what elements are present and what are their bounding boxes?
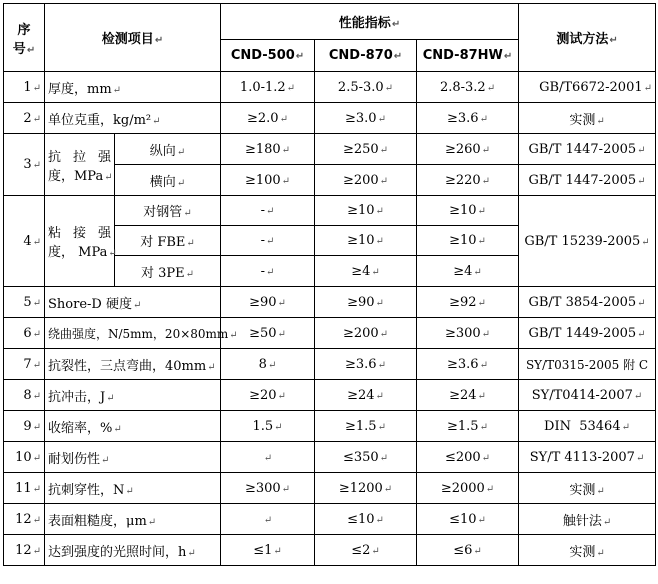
value-cnd87hw: ≥3.6↵ — [417, 103, 519, 134]
value-cnd870: ≥4↵ — [315, 256, 417, 287]
table-row — [4, 535, 656, 566]
value-cnd500: -↵ — [221, 226, 315, 256]
item-cell: 粘 接 强 度， MPa↵ — [45, 196, 115, 287]
value-cnd870: ≥200↵ — [315, 318, 417, 349]
row-number: 9↵ — [4, 411, 45, 442]
value-cnd500: ≥20↵ — [221, 380, 315, 411]
value-cnd87hw: ≥24↵ — [417, 380, 519, 411]
sub-item-label: 对 3PE↵ — [115, 256, 221, 287]
table-row — [4, 134, 656, 165]
value-cnd870: ≥90↵ — [315, 287, 417, 318]
seq-header: 序 号↵ — [4, 4, 45, 72]
row-number: 6↵ — [4, 318, 45, 349]
item-cell: 绕曲强度，N/5mm，20×80mm↵ — [45, 318, 221, 349]
value-cnd500: -↵ — [221, 256, 315, 287]
value-cnd500: ≥50↵ — [221, 318, 315, 349]
row-number: 12↵ — [4, 504, 45, 535]
item-cell: 表面粗糙度，μm↵ — [45, 504, 221, 535]
sub-item-label: 对钢管↵ — [115, 196, 221, 226]
value-cnd870: ≥3.0↵ — [315, 103, 417, 134]
item-cell: 抗冲击，J↵ — [45, 380, 221, 411]
row-number: 4↵ — [4, 196, 45, 287]
value-cnd500: ≥300↵ — [221, 473, 315, 504]
item-cell: 厚度，mm↵ — [45, 72, 221, 103]
table-row — [4, 349, 656, 380]
value-cnd87hw: ≥10↵ — [417, 196, 519, 226]
row-number: 1↵ — [4, 72, 45, 103]
value-cnd500: ↵ — [221, 504, 315, 535]
row-number: 3↵ — [4, 134, 45, 196]
value-cnd500: 1.5↵ — [221, 411, 315, 442]
row-number: 10↵ — [4, 442, 45, 473]
value-cnd870: ≥1.5↵ — [315, 411, 417, 442]
value-cnd870: ≥3.6↵ — [315, 349, 417, 380]
method-cell: GB/T 1447-2005↵ — [519, 165, 656, 196]
method-cell: 实测↵ — [519, 535, 656, 566]
table-row — [4, 318, 656, 349]
sub-item-label: 纵向↵ — [115, 134, 221, 165]
value-cnd87hw: ≤10↵ — [417, 504, 519, 535]
table-row — [4, 504, 656, 535]
value-cnd500: ≤1↵ — [221, 535, 315, 566]
item-header: 检测项目↵ — [45, 4, 221, 72]
value-cnd87hw: ≤200↵ — [417, 442, 519, 473]
row-number: 8↵ — [4, 380, 45, 411]
method-cell: GB/T 3854-2005↵ — [519, 287, 656, 318]
method-cell: GB/T 15239-2005↵ — [519, 196, 656, 287]
value-cnd87hw: ≥220↵ — [417, 165, 519, 196]
row-number: 5↵ — [4, 287, 45, 318]
performance-header: 性能指标↵ — [221, 4, 519, 40]
method-cell: GB/T 1449-2005↵ — [519, 318, 656, 349]
value-cnd870: 2.5-3.0↵ — [315, 72, 417, 103]
table-row — [4, 72, 656, 103]
value-cnd87hw: ≥2000↵ — [417, 473, 519, 504]
table-row — [4, 287, 656, 318]
value-cnd87hw: ≥300↵ — [417, 318, 519, 349]
value-cnd87hw: 2.8-3.2↵ — [417, 72, 519, 103]
value-cnd500: ≥90↵ — [221, 287, 315, 318]
item-cell: 单位克重，kg/m²↵ — [45, 103, 221, 134]
value-cnd87hw: ≥1.5↵ — [417, 411, 519, 442]
method-cell: 实测↵ — [519, 473, 656, 504]
value-cnd87hw: ≥92↵ — [417, 287, 519, 318]
sub-item-label: 横向↵ — [115, 165, 221, 196]
item-cell: 抗裂性，三点弯曲，40mm↵ — [45, 349, 221, 380]
value-cnd500: ≥180↵ — [221, 134, 315, 165]
column-cnd500: CND-500↵ — [221, 40, 315, 72]
value-cnd870: ≥1200↵ — [315, 473, 417, 504]
row-number: 7↵ — [4, 349, 45, 380]
value-cnd500: ≥2.0↵ — [221, 103, 315, 134]
row-number: 11↵ — [4, 473, 45, 504]
value-cnd500: ↵ — [221, 442, 315, 473]
table-row — [4, 103, 656, 134]
value-cnd870: ≥10↵ — [315, 226, 417, 256]
value-cnd870: ≤350↵ — [315, 442, 417, 473]
method-cell: SY/T0315-2005 附 C — [519, 349, 656, 380]
value-cnd87hw: ≥10↵ — [417, 226, 519, 256]
row-number: 12↵ — [4, 535, 45, 566]
method-cell: 实测↵ — [519, 103, 656, 134]
table-row — [4, 473, 656, 504]
item-cell: 抗刺穿性，N↵ — [45, 473, 221, 504]
method-cell: GB/T6672-2001↵ — [519, 72, 656, 103]
spec-table — [3, 3, 656, 566]
column-cnd870: CND-870↵ — [315, 40, 417, 72]
sub-item-label: 对 FBE↵ — [115, 226, 221, 256]
value-cnd870: ≤2↵ — [315, 535, 417, 566]
value-cnd87hw: ≥3.6↵ — [417, 349, 519, 380]
method-cell: SY/T 4113-2007↵ — [519, 442, 656, 473]
value-cnd870: ≥24↵ — [315, 380, 417, 411]
value-cnd870: ≥10↵ — [315, 196, 417, 226]
value-cnd500: ≥100↵ — [221, 165, 315, 196]
item-cell: Shore-D 硬度↵ — [45, 287, 221, 318]
method-header: 测试方法↵ — [519, 4, 656, 72]
value-cnd87hw: ≤6↵ — [417, 535, 519, 566]
item-cell: 达到强度的光照时间，h↵ — [45, 535, 221, 566]
value-cnd500: 1.0-1.2↵ — [221, 72, 315, 103]
value-cnd870: ≥250↵ — [315, 134, 417, 165]
table-row — [4, 442, 656, 473]
value-cnd87hw: ≥4↵ — [417, 256, 519, 287]
value-cnd500: -↵ — [221, 196, 315, 226]
method-cell: GB/T 1447-2005↵ — [519, 134, 656, 165]
table-row — [4, 411, 656, 442]
table-row — [4, 380, 656, 411]
column-cnd87hw: CND-87HW↵ — [417, 40, 519, 72]
table-row — [4, 196, 656, 226]
method-cell: SY/T0414-2007↵ — [519, 380, 656, 411]
item-cell: 收缩率，%↵ — [45, 411, 221, 442]
row-number: 2↵ — [4, 103, 45, 134]
value-cnd87hw: ≥260↵ — [417, 134, 519, 165]
item-cell: 耐划伤性↵ — [45, 442, 221, 473]
method-cell: 触针法↵ — [519, 504, 656, 535]
value-cnd870: ≤10↵ — [315, 504, 417, 535]
method-cell: DIN 53464↵ — [519, 411, 656, 442]
item-cell: 抗 拉 强 度，MPa↵ — [45, 134, 115, 196]
value-cnd870: ≥200↵ — [315, 165, 417, 196]
value-cnd500: 8↵ — [221, 349, 315, 380]
